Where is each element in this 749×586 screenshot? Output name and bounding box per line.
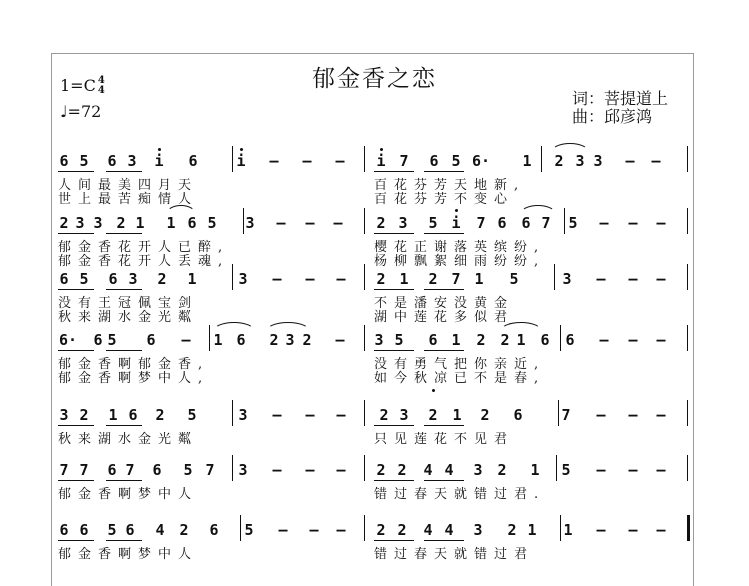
- lyric-verse-1-right: 百花芬芳天地新,: [374, 178, 526, 193]
- note-row: [0, 152, 749, 172]
- lyric-verse-2-left: 郁金香啊梦中人,: [58, 371, 210, 386]
- note: 2: [302, 331, 312, 349]
- bar-line: [560, 325, 561, 351]
- hold-dash: –: [596, 270, 606, 288]
- note: 5: [207, 214, 217, 232]
- octave-dot: [380, 148, 383, 151]
- beam-line: [106, 480, 142, 481]
- bar-line: [240, 515, 241, 541]
- note: 1: [399, 270, 409, 288]
- note: 7: [476, 214, 486, 232]
- key-signature: [60, 76, 108, 97]
- note: 6: [497, 214, 507, 232]
- bar-line: [232, 455, 233, 481]
- beam-line: [424, 480, 464, 481]
- note: 2: [480, 406, 490, 424]
- lyric-row: [0, 367, 749, 386]
- beam-line: [106, 171, 142, 172]
- hold-dash: –: [596, 461, 606, 479]
- note: 1: [451, 331, 461, 349]
- hold-dash: –: [336, 270, 346, 288]
- note: 7: [125, 461, 135, 479]
- note: 6: [128, 406, 138, 424]
- bar-line: [687, 146, 688, 172]
- bar-line: [687, 264, 688, 290]
- beam-line: [58, 540, 94, 541]
- beam-line: [106, 289, 142, 290]
- octave-dot: [240, 148, 243, 151]
- note: 1: [522, 152, 532, 170]
- note: 2: [379, 406, 389, 424]
- hold-dash: –: [272, 406, 282, 424]
- hold-dash: –: [628, 461, 638, 479]
- note: 5: [183, 461, 193, 479]
- beam-line: [106, 350, 142, 351]
- note: 7: [79, 461, 89, 479]
- lyric-verse-2-left: 世上最苦痴情人: [58, 192, 199, 207]
- note: i: [236, 152, 246, 170]
- bar-line: [687, 400, 688, 426]
- beam-line: [58, 171, 94, 172]
- note: 1: [452, 406, 462, 424]
- note: 2: [179, 521, 189, 539]
- lyric-verse-1-left: 人间最美四月天: [58, 178, 199, 193]
- note: 6: [209, 521, 219, 539]
- note: 5: [107, 521, 117, 539]
- note: 1: [108, 406, 118, 424]
- beam-line: [58, 233, 94, 234]
- hold-dash: –: [656, 214, 666, 232]
- note: 1: [530, 461, 540, 479]
- beam-line: [58, 480, 94, 481]
- beam-line: [106, 540, 142, 541]
- lyric-verse-1-left: 秋来湖水金光粼: [58, 432, 199, 447]
- hold-dash: –: [305, 406, 315, 424]
- bar-line: [541, 146, 542, 172]
- hold-dash: –: [336, 461, 346, 479]
- note: i: [451, 214, 461, 232]
- hold-dash: –: [656, 331, 666, 349]
- note: 5: [561, 461, 571, 479]
- note: 5: [244, 521, 254, 539]
- octave-dot: [432, 389, 435, 392]
- note: 1: [563, 521, 573, 539]
- bar-line: [558, 400, 559, 426]
- lyric-verse-1-right: 没有勇气把你亲近,: [374, 357, 546, 372]
- bar-line: [687, 208, 688, 234]
- note: 1: [135, 214, 145, 232]
- key-label: 1=C: [60, 76, 96, 95]
- bar-line: [364, 515, 365, 541]
- note: 3: [398, 214, 408, 232]
- bar-line: [209, 325, 210, 351]
- hold-dash: –: [333, 214, 343, 232]
- note: 1: [527, 521, 537, 539]
- note: 3: [374, 331, 384, 349]
- octave-dot: [455, 209, 458, 212]
- note: 1: [213, 331, 223, 349]
- note: 6: [565, 331, 575, 349]
- note: 6·: [471, 152, 491, 170]
- note: 3: [473, 521, 483, 539]
- note: 3: [562, 270, 572, 288]
- note: 4: [155, 521, 165, 539]
- beam-line: [424, 350, 464, 351]
- hold-dash: –: [336, 406, 346, 424]
- note: 3: [575, 152, 585, 170]
- note: 2: [476, 331, 486, 349]
- bar-line: [687, 515, 690, 541]
- note: 2: [116, 214, 126, 232]
- note: 1: [474, 270, 484, 288]
- beam-line: [374, 233, 414, 234]
- lyric-row: [0, 483, 749, 502]
- note-row: [0, 214, 749, 234]
- note: 2: [428, 406, 438, 424]
- hold-dash: –: [276, 214, 286, 232]
- note: 6: [59, 152, 69, 170]
- tempo-marking: ♩=72: [60, 102, 102, 121]
- hold-dash: –: [628, 521, 638, 539]
- bar-line: [687, 325, 688, 351]
- note: 5: [428, 214, 438, 232]
- note: 3: [93, 214, 103, 232]
- hold-dash: –: [309, 521, 319, 539]
- note: 3: [593, 152, 603, 170]
- hold-dash: –: [181, 331, 191, 349]
- note-row: [0, 270, 749, 290]
- note: 1: [166, 214, 176, 232]
- beam-line: [374, 350, 414, 351]
- note: 3: [238, 461, 248, 479]
- note: 5: [79, 270, 89, 288]
- beam-line: [424, 425, 464, 426]
- note: 3: [75, 214, 85, 232]
- note: 5: [451, 152, 461, 170]
- hold-dash: –: [272, 461, 282, 479]
- hold-dash: –: [596, 521, 606, 539]
- hold-dash: –: [302, 152, 312, 170]
- hold-dash: –: [335, 152, 345, 170]
- note: 3: [399, 406, 409, 424]
- bar-line: [364, 325, 365, 351]
- beam-line: [424, 171, 464, 172]
- note: i: [154, 152, 164, 170]
- note: 6: [107, 152, 117, 170]
- lyric-verse-2-right: 如今秋凉已不是春,: [374, 371, 546, 386]
- beam-line: [374, 540, 414, 541]
- note: 5: [568, 214, 578, 232]
- note: 6: [513, 406, 523, 424]
- beam-line: [58, 425, 94, 426]
- note: 6: [187, 214, 197, 232]
- note: 3: [127, 152, 137, 170]
- beam-line: [58, 289, 94, 290]
- lyric-verse-1-left: 没有王冠佩宝剑: [58, 296, 199, 311]
- hold-dash: –: [272, 270, 282, 288]
- hold-dash: –: [625, 152, 635, 170]
- octave-dot: [158, 148, 161, 151]
- note: 2: [428, 270, 438, 288]
- note: 6: [107, 461, 117, 479]
- note: 3: [238, 406, 248, 424]
- hold-dash: –: [656, 521, 666, 539]
- lyric-row: [0, 188, 749, 207]
- note: i: [376, 152, 386, 170]
- hold-dash: –: [656, 406, 666, 424]
- beam-line: [374, 289, 414, 290]
- lyric-verse-1-left: 郁金香啊梦中人: [58, 487, 199, 502]
- note: 3: [59, 406, 69, 424]
- note: 5: [107, 331, 117, 349]
- lyric-verse-1-right: 樱花正谢落英缤纷,: [374, 240, 546, 255]
- note: 7: [451, 270, 461, 288]
- bar-line: [556, 455, 557, 481]
- note: 7: [561, 406, 571, 424]
- beam-line: [374, 425, 414, 426]
- lyric-verse-1-right: 错过春天就错过君: [374, 547, 535, 562]
- note-row: [0, 406, 749, 426]
- lyric-verse-1-right: 不是潘安没黄金: [374, 296, 515, 311]
- note: 3: [285, 331, 295, 349]
- lyric-verse-1-left: 郁金香啊梦中人: [58, 547, 199, 562]
- lyric-verse-1-right: 只见莲花不见君: [374, 432, 515, 447]
- note: 1: [187, 270, 197, 288]
- bar-line: [364, 208, 365, 234]
- hold-dash: –: [628, 406, 638, 424]
- note: 5: [394, 331, 404, 349]
- note: 4: [423, 521, 433, 539]
- song-title: 郁金香之恋: [312, 66, 437, 92]
- bar-line: [554, 264, 555, 290]
- note: 6: [79, 521, 89, 539]
- hold-dash: –: [336, 521, 346, 539]
- hold-dash: –: [305, 270, 315, 288]
- lyric-verse-2-right: 湖中莲花多似君: [374, 310, 515, 325]
- note: 2: [397, 521, 407, 539]
- note: 6: [188, 152, 198, 170]
- bar-line: [243, 208, 244, 234]
- note: 2: [157, 270, 167, 288]
- hold-dash: –: [628, 270, 638, 288]
- note: 7: [205, 461, 215, 479]
- hold-dash: –: [335, 331, 345, 349]
- note: 2: [397, 461, 407, 479]
- note: 2: [269, 331, 279, 349]
- note: 3: [473, 461, 483, 479]
- time-signature: [97, 74, 108, 97]
- note: 6: [59, 270, 69, 288]
- note: 5: [187, 406, 197, 424]
- note: 4: [423, 461, 433, 479]
- note: 6: [125, 521, 135, 539]
- time-signature-top: 4: [97, 74, 105, 86]
- hold-dash: –: [651, 152, 661, 170]
- note: 2: [79, 406, 89, 424]
- note: 2: [376, 461, 386, 479]
- beam-line: [424, 289, 464, 290]
- note-row: [0, 521, 749, 541]
- beam-line: [424, 540, 464, 541]
- page-border-top: [51, 53, 694, 54]
- note: 5: [509, 270, 519, 288]
- note: 2: [507, 521, 517, 539]
- note: 2: [554, 152, 564, 170]
- note: 6: [521, 214, 531, 232]
- hold-dash: –: [656, 461, 666, 479]
- note: 3: [128, 270, 138, 288]
- beam-line: [106, 233, 142, 234]
- note: 6·: [58, 331, 78, 349]
- note: 3: [238, 270, 248, 288]
- note: 2: [59, 214, 69, 232]
- beam-line: [106, 425, 142, 426]
- time-signature-bottom: 4: [97, 84, 105, 96]
- lyric-verse-2-right: 杨柳飘絮细雨纷纷,: [374, 254, 546, 269]
- note: 6: [540, 331, 550, 349]
- note: 4: [444, 461, 454, 479]
- hold-dash: –: [305, 461, 315, 479]
- hold-dash: –: [628, 214, 638, 232]
- note: 6: [146, 331, 156, 349]
- lyric-verse-2-left: 郁金香花开人丢魂,: [58, 254, 230, 269]
- beam-line: [58, 350, 94, 351]
- hold-dash: –: [599, 331, 609, 349]
- hold-dash: –: [656, 270, 666, 288]
- beam-line: [374, 171, 414, 172]
- bar-line: [560, 515, 561, 541]
- lyric-row: [0, 543, 749, 562]
- hold-dash: –: [269, 152, 279, 170]
- lyric-verse-1-right: 错过春天就错过君.: [374, 487, 546, 502]
- note: 2: [497, 461, 507, 479]
- bar-line: [232, 264, 233, 290]
- lyric-verse-1-left: 郁金香啊郁金香,: [58, 357, 210, 372]
- note: 6: [429, 152, 439, 170]
- beam-line: [424, 233, 464, 234]
- note-row: [0, 331, 749, 351]
- note: 6: [428, 331, 438, 349]
- bar-line: [687, 455, 688, 481]
- note: 7: [59, 461, 69, 479]
- lyric-verse-2-right: 百花芬芳不变心: [374, 192, 515, 207]
- composer-credit: 曲：邱彦鸿: [572, 107, 653, 126]
- note: 6: [108, 270, 118, 288]
- bar-line: [232, 146, 233, 172]
- note: 6: [93, 331, 103, 349]
- note: 4: [444, 521, 454, 539]
- note: 2: [155, 406, 165, 424]
- note: 6: [152, 461, 162, 479]
- bar-line: [232, 400, 233, 426]
- note: 7: [399, 152, 409, 170]
- note: 6: [236, 331, 246, 349]
- beam-line: [374, 480, 414, 481]
- note: 3: [245, 214, 255, 232]
- hold-dash: –: [596, 406, 606, 424]
- lyricist-credit: 词：菩提道上: [572, 89, 669, 108]
- lyric-verse-2-left: 秋来湖水金光粼: [58, 310, 199, 325]
- hold-dash: –: [278, 521, 288, 539]
- note: 2: [376, 521, 386, 539]
- bar-line: [364, 455, 365, 481]
- hold-dash: –: [305, 214, 315, 232]
- note: 1: [516, 331, 526, 349]
- hold-dash: –: [599, 214, 609, 232]
- bar-line: [364, 400, 365, 426]
- bar-line: [564, 208, 565, 234]
- lyric-row: [0, 428, 749, 447]
- note: 5: [79, 152, 89, 170]
- note: 6: [59, 521, 69, 539]
- lyric-row: [0, 250, 749, 269]
- note: 7: [541, 214, 551, 232]
- note: 2: [376, 214, 386, 232]
- lyric-verse-1-left: 郁金香花开人已醉,: [58, 240, 230, 255]
- hold-dash: –: [628, 331, 638, 349]
- bar-line: [364, 146, 365, 172]
- note: 2: [376, 270, 386, 288]
- note-row: [0, 461, 749, 481]
- lyric-row: [0, 306, 749, 325]
- note: 2: [500, 331, 510, 349]
- bar-line: [364, 264, 365, 290]
